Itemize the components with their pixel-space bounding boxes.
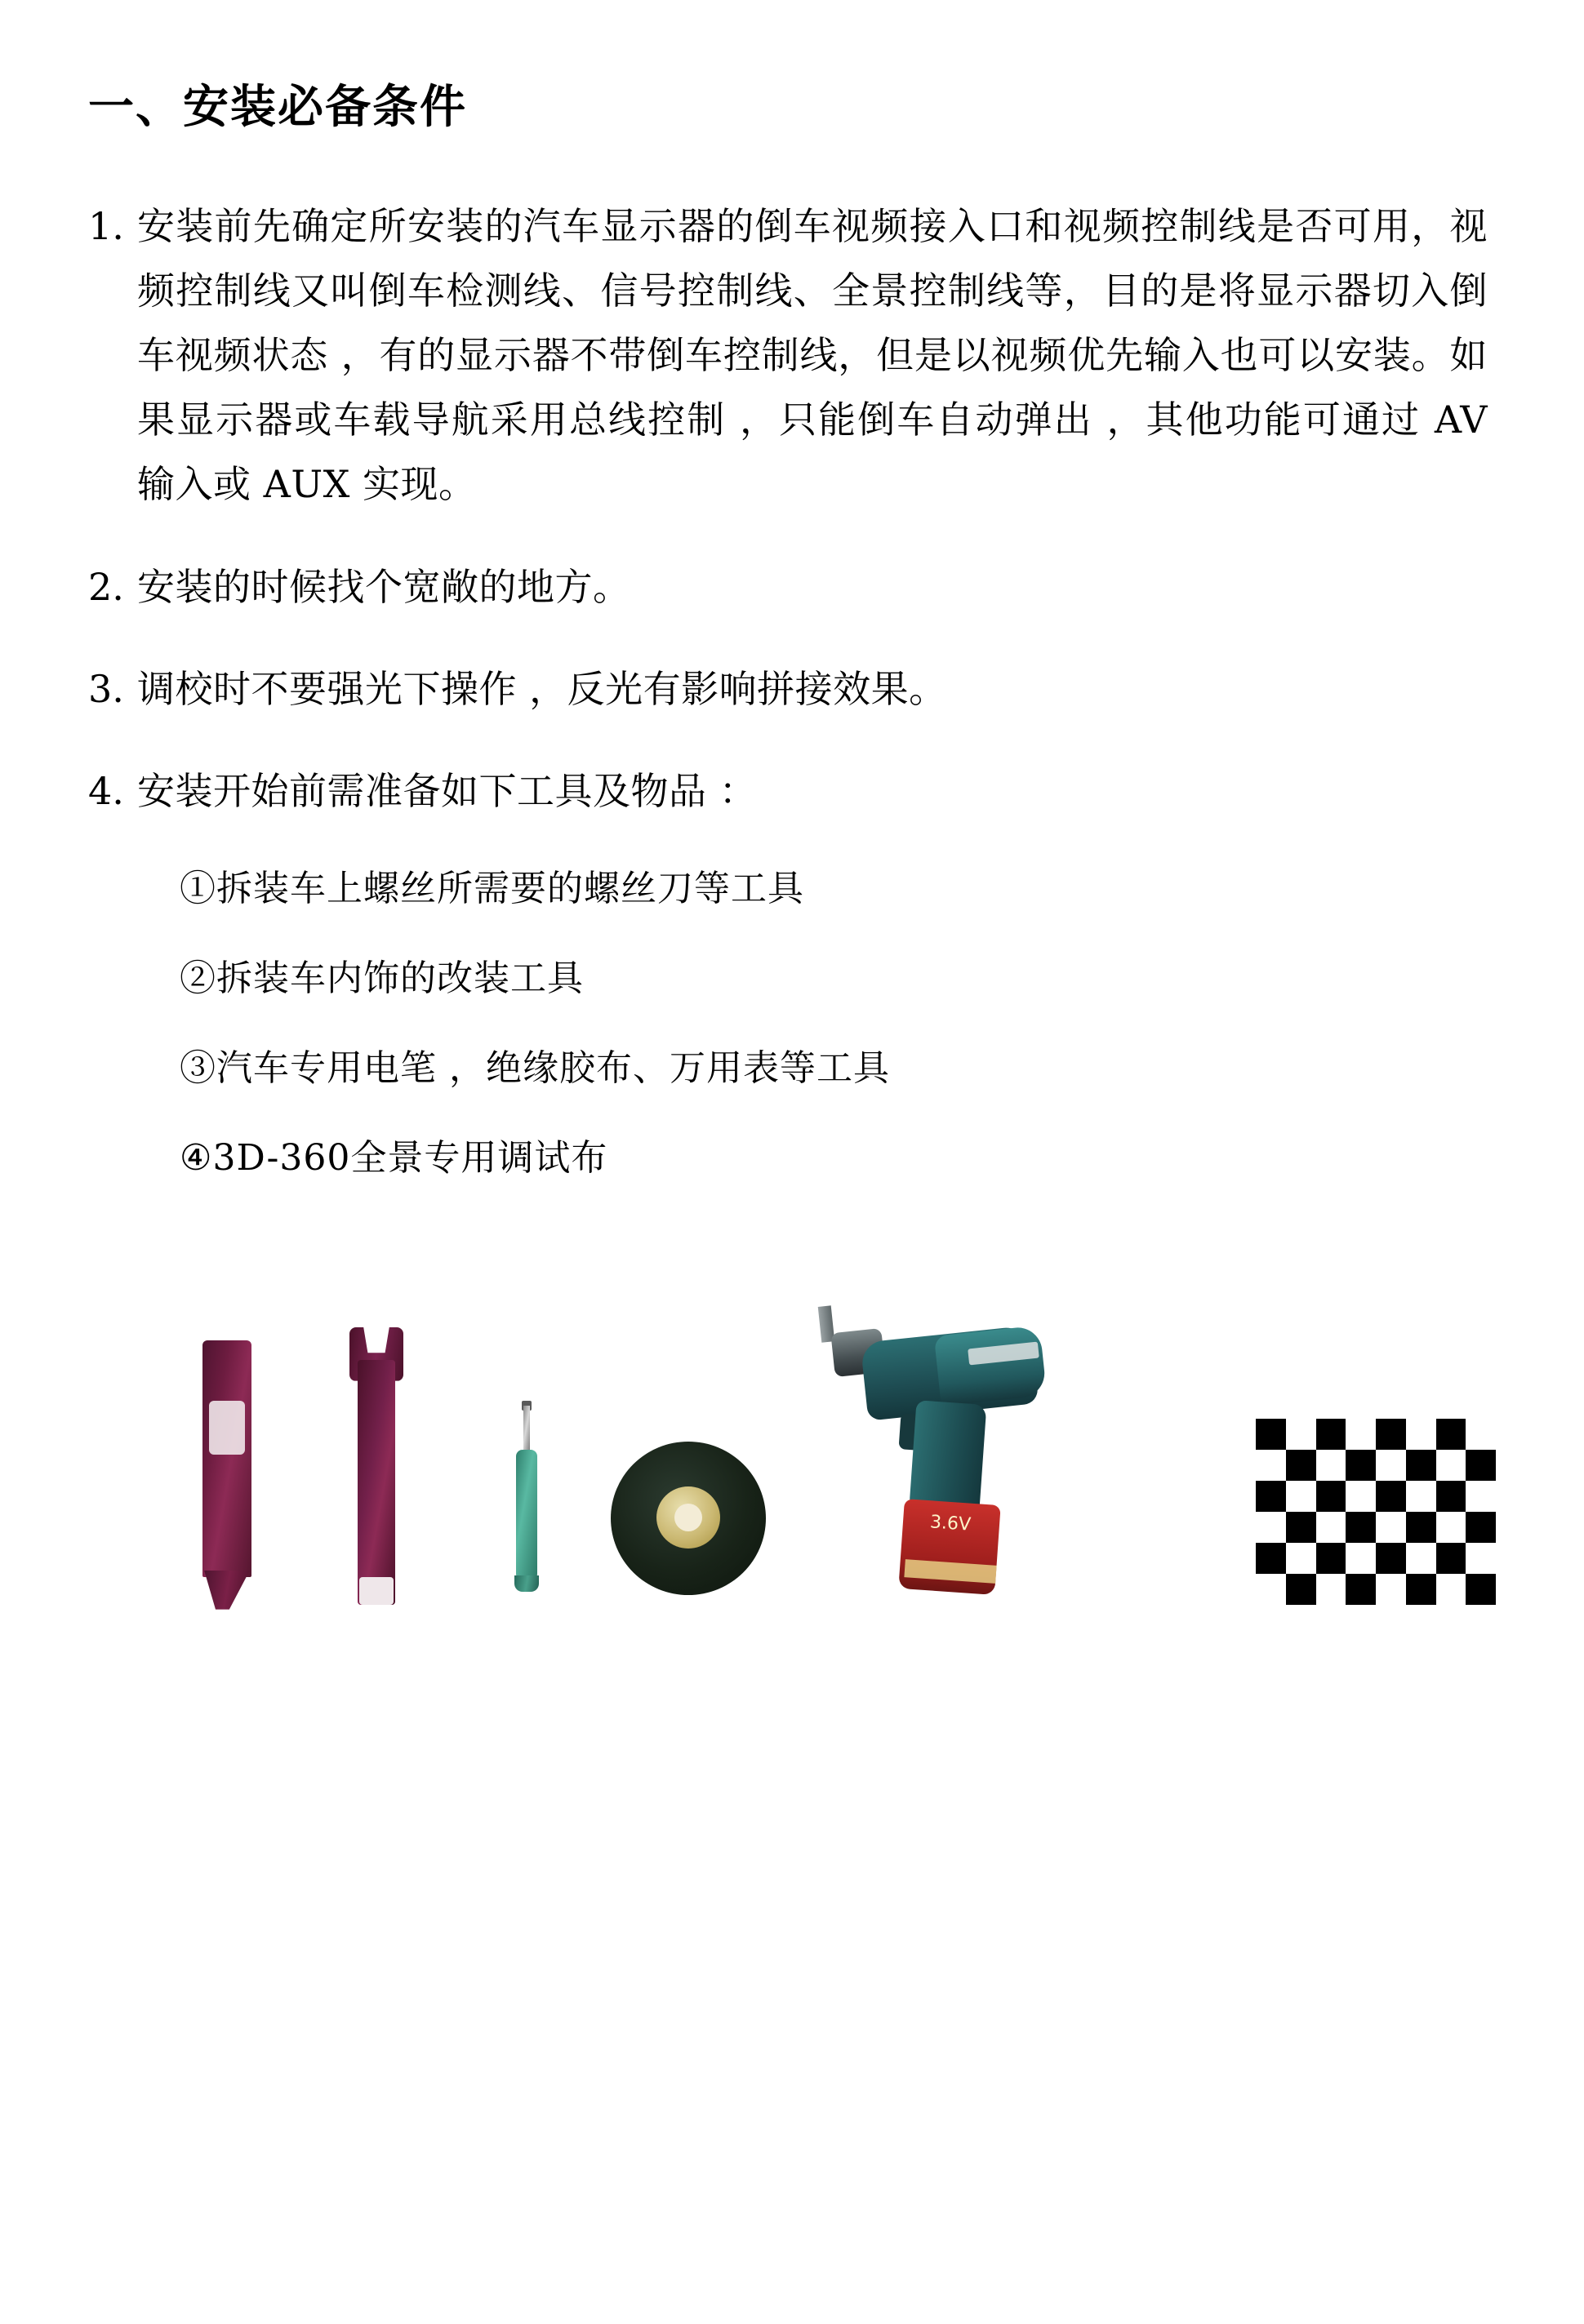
sub-list-item: ②拆装车内饰的改装工具: [180, 958, 584, 1000]
list-item: [88, 657, 1496, 722]
list-text: 安装开始前需准备如下工具及物品 ：: [137, 768, 758, 813]
list-item: [88, 759, 1496, 824]
list-marker: 3.: [88, 666, 124, 711]
list-marker: 1.: [88, 204, 124, 248]
list-text: 安装的时候找个宽敞的地方。: [137, 564, 631, 609]
list-text: 安装前先确定所安装的汽车显示器的倒车视频接入口和视频控制线是否可用，视频控制线又叫倒车检测线、信号控制线、全景控制线等，目的是将显示器切入倒车视频状态 ，有的显示器不带倒车控制线，但是以视频优先输入也可以安装。如果显示器或车载导航采用总线控制 ，只能倒车自动弹出 ，其他功能可通过 AV 输入或 AUX 实现。: [137, 204, 1488, 507]
insulating-tape-icon: [611, 1442, 766, 1595]
pry-tool-wide-icon: [202, 1340, 255, 1610]
cordless-drill-icon: [815, 1288, 1084, 1615]
list-marker: 4.: [88, 768, 124, 813]
pry-tool-fork-icon: [349, 1327, 407, 1610]
list-item: [88, 194, 1496, 518]
sub-list-item: ①拆装车上螺丝所需要的螺丝刀等工具: [180, 867, 804, 909]
sub-list-item: ③汽车专用电笔 ，绝缘胶布、万用表等工具: [180, 1047, 890, 1090]
tools-figure: [88, 1244, 1496, 1620]
screwdriver-icon: [513, 1401, 541, 1605]
list-text: 调校时不要强光下操作 ，反光有影响拼接效果。: [137, 666, 947, 711]
list-marker: 2.: [88, 564, 124, 609]
drill-battery-label: 3.6V: [929, 1511, 972, 1535]
sub-list: [88, 861, 1496, 1187]
calibration-cloth-icon: [1256, 1419, 1496, 1605]
page-title: 一、安装必备条件: [88, 80, 467, 134]
list-item: [88, 555, 1496, 620]
sub-list-item: ④3D-360全景专用调试布: [180, 1137, 608, 1180]
numbered-list: [88, 194, 1496, 824]
